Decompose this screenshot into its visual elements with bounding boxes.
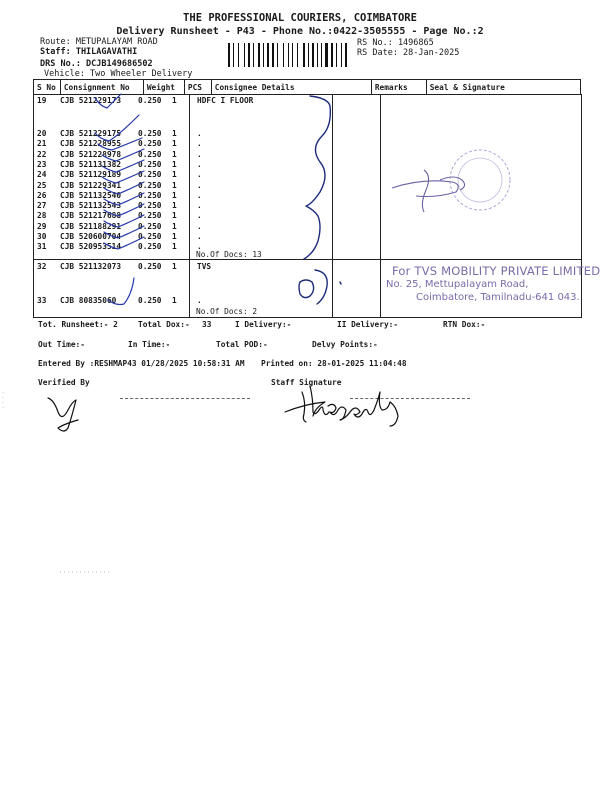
consignee-detail: . (197, 190, 202, 200)
weight: 0.250 (138, 149, 162, 159)
sno: 19 (37, 96, 47, 105)
sno: 23 (37, 159, 47, 169)
consignment-no: CJB 521132540 (60, 190, 122, 200)
sno: 21 (37, 139, 47, 149)
sno: 29 (37, 221, 47, 231)
total-dox-label: Total Dox:- (138, 320, 190, 329)
out-time: Out Time:- (38, 340, 85, 349)
total-pod: Total POD:- (216, 340, 268, 349)
col-consignment: Consignment No (60, 80, 143, 95)
weight: 0.250 (138, 129, 162, 138)
i-delivery: I Delivery:- (235, 320, 292, 329)
sno: 22 (37, 149, 47, 159)
consignment-no: CJB 521229341 (60, 180, 122, 190)
weight: 0.250 (138, 262, 162, 271)
consignment-no: CJB 521131382 (60, 159, 122, 169)
company-stamp-line3: Coimbatore, Tamilnadu-641 043. (416, 292, 580, 303)
in-time: In Time:- (128, 340, 171, 349)
tot-runsheet: Tot. Runsheet:- 2 (38, 320, 118, 329)
runsheet-subtitle: Delivery Runsheet - P43 - Phone No.:0422-3505555 - Page No.:2 (116, 26, 484, 37)
weight: 0.250 (138, 211, 162, 221)
consignee-detail: . (197, 149, 202, 159)
col-remarks: Remarks (371, 80, 426, 95)
pcs: 1 (172, 190, 177, 200)
consignee-detail: HDFC I FLOOR (197, 96, 254, 105)
consignee-detail: . (197, 180, 202, 190)
entered-by: Entered By :RESHMAP43 01/28/2025 10:58:31 AM (38, 359, 245, 368)
pcs: 1 (172, 211, 177, 221)
pcs: 1 (172, 232, 177, 241)
pcs: 1 (172, 180, 177, 190)
pcs: 1 (172, 242, 177, 252)
sno: 25 (37, 180, 47, 190)
weight: 0.250 (138, 232, 162, 241)
pcs: 1 (172, 96, 177, 105)
consignment-no: CJB 521228955 (60, 139, 122, 149)
sno: 30 (37, 232, 47, 241)
weight: 0.250 (138, 159, 162, 169)
sno: 31 (37, 242, 47, 252)
consignee-detail: . (197, 221, 202, 231)
consignment-no: CJB 521228978 (60, 149, 122, 159)
consignment-no: CJB 520600704 (60, 232, 122, 241)
pcs: 1 (172, 221, 177, 231)
company-title: THE PROFESSIONAL COURIERS, COIMBATORE (183, 12, 417, 24)
weight: 0.250 (138, 242, 162, 252)
ii-delivery: II Delivery:- (337, 320, 399, 329)
col-pcs: PCS (184, 80, 211, 95)
sno: 26 (37, 190, 47, 200)
no-of-docs: No.Of Docs: 13 (196, 250, 262, 259)
weight: 0.250 (138, 190, 162, 200)
delvy-points: Delvy Points:- (312, 340, 378, 349)
staff: Staff: THILAGAVATHI (40, 47, 138, 57)
company-stamp-line1: For TVS MOBILITY PRIVATE LIMITED (392, 264, 600, 278)
consignment-no: CJB 520953514 (60, 242, 122, 252)
sno: 20 (37, 129, 47, 138)
consignment-no: CJB 521132073 (60, 262, 122, 271)
pcs: 1 (172, 129, 177, 138)
sno: 27 (37, 201, 47, 211)
consignment-no: CJB 521229173 (60, 96, 122, 105)
vehicle: Vehicle: Two Wheeler Delivery (44, 69, 193, 79)
col-sno: S No (34, 80, 61, 95)
pcs: 1 (172, 262, 177, 271)
pcs: 1 (172, 139, 177, 149)
weight: 0.250 (138, 96, 162, 105)
sno: 24 (37, 170, 47, 180)
consignment-no: CJB 521129189 (60, 170, 122, 180)
weight: 0.250 (138, 180, 162, 190)
consignment-no: CJB 80835060 (60, 296, 117, 305)
weight: 0.250 (138, 296, 162, 305)
consignee-detail: . (197, 242, 202, 252)
consignee-detail: . (197, 129, 202, 138)
company-stamp-line2: No. 25, Mettupalayam Road, (386, 279, 529, 290)
weight: 0.250 (138, 139, 162, 149)
printed-on: Printed on: 28-01-2025 11:04:48 (261, 359, 407, 368)
pcs: 1 (172, 170, 177, 180)
col-seal: Seal & Signature (426, 80, 580, 95)
consignee-detail: . (197, 139, 202, 149)
staff-signature-label: Staff Signature (271, 378, 342, 387)
sno: 28 (37, 211, 47, 221)
pcs: 1 (172, 159, 177, 169)
consignee-detail: . (197, 232, 202, 241)
rtn-dox: RTN Dox:- (443, 320, 486, 329)
pcs: 1 (172, 201, 177, 211)
verified-by-label: Verified By (38, 378, 90, 387)
weight: 0.250 (138, 221, 162, 231)
weight: 0.250 (138, 170, 162, 180)
consignee-detail: . (197, 170, 202, 180)
sno: 32 (37, 262, 47, 271)
weight: 0.250 (138, 201, 162, 211)
consignee-detail: . (197, 201, 202, 211)
consignment-no: CJB 521217688 (60, 211, 122, 221)
consignee-detail: . (197, 211, 202, 221)
route: Route: METUPALAYAM ROAD (40, 37, 158, 47)
drs-number: DRS No.: DCJB149686502 (40, 59, 153, 69)
total-dox-value: 33 (202, 320, 212, 329)
no-of-docs: No.Of Docs: 2 (196, 307, 258, 316)
consignment-no: CJB 521229175 (60, 129, 122, 138)
col-weight: Weight (143, 80, 184, 95)
rs-number: RS No.: 1496865 (357, 38, 434, 48)
consignee-detail: TVS (197, 262, 212, 271)
sno: 33 (37, 296, 47, 305)
consignment-no: CJB 521132543 (60, 201, 122, 211)
consignee-detail: . (197, 296, 202, 305)
col-consignee: Consignee Details (211, 80, 371, 95)
consignee-detail: . (197, 159, 202, 169)
rs-date: RS Date: 28-Jan-2025 (357, 48, 460, 58)
consignment-no: CJB 521188291 (60, 221, 122, 231)
pcs: 1 (172, 149, 177, 159)
pcs: 1 (172, 296, 177, 305)
